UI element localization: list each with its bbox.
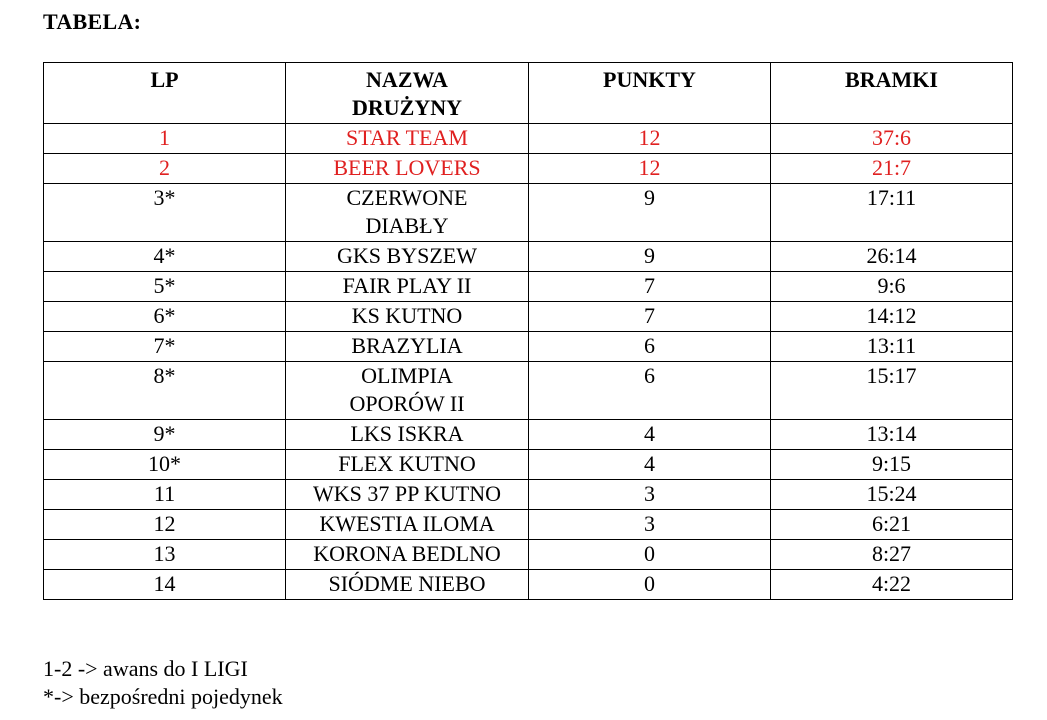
table-row <box>44 124 1013 154</box>
cell-team-name: FLEX KUTNO <box>286 450 529 480</box>
legend-note-head-to-head: *-> bezpośredni pojedynek <box>43 684 283 709</box>
cell-team-name: FAIR PLAY II <box>286 272 529 302</box>
cell-position: 3* <box>44 184 286 242</box>
cell-points: 0 <box>529 570 771 600</box>
cell-goals: 9:15 <box>771 450 1013 480</box>
cell-team-name: BRAZYLIA <box>286 332 529 362</box>
cell-team-name: SIÓDME NIEBO <box>286 570 529 600</box>
cell-goals: 9:6 <box>771 272 1013 302</box>
cell-team-name: CZERWONE DIABŁY <box>286 184 529 242</box>
cell-goals: 15:24 <box>771 480 1013 510</box>
table-row <box>44 450 1013 480</box>
cell-goals: 15:17 <box>771 362 1013 420</box>
cell-points: 7 <box>529 272 771 302</box>
cell-points: 6 <box>529 362 771 420</box>
table-row <box>44 184 1013 242</box>
table-row <box>44 540 1013 570</box>
table-row <box>44 332 1013 362</box>
cell-position: 8* <box>44 362 286 420</box>
cell-position: 10* <box>44 450 286 480</box>
page-heading: TABELA: <box>43 9 142 34</box>
column-header-team-name: NAZWA DRUŻYNY <box>286 63 529 124</box>
cell-team-name: BEER LOVERS <box>286 154 529 184</box>
table-row <box>44 272 1013 302</box>
table-row <box>44 480 1013 510</box>
cell-points: 9 <box>529 242 771 272</box>
cell-points: 9 <box>529 184 771 242</box>
cell-points: 0 <box>529 540 771 570</box>
table-row <box>44 420 1013 450</box>
cell-position: 13 <box>44 540 286 570</box>
table-row <box>44 510 1013 540</box>
cell-position: 1 <box>44 124 286 154</box>
table-row <box>44 302 1013 332</box>
cell-team-name: GKS BYSZEW <box>286 242 529 272</box>
cell-goals: 37:6 <box>771 124 1013 154</box>
cell-goals: 4:22 <box>771 570 1013 600</box>
legend-notes <box>43 655 283 711</box>
cell-points: 3 <box>529 480 771 510</box>
standings-table <box>43 62 1013 600</box>
cell-position: 7* <box>44 332 286 362</box>
cell-goals: 17:11 <box>771 184 1013 242</box>
cell-team-name: STAR TEAM <box>286 124 529 154</box>
cell-points: 4 <box>529 450 771 480</box>
cell-position: 9* <box>44 420 286 450</box>
cell-position: 5* <box>44 272 286 302</box>
cell-goals: 26:14 <box>771 242 1013 272</box>
table-row <box>44 570 1013 600</box>
cell-goals: 14:12 <box>771 302 1013 332</box>
cell-position: 14 <box>44 570 286 600</box>
cell-team-name: OLIMPIA OPORÓW II <box>286 362 529 420</box>
cell-team-name: LKS ISKRA <box>286 420 529 450</box>
table-row <box>44 362 1013 420</box>
cell-position: 4* <box>44 242 286 272</box>
column-header-goals: BRAMKI <box>771 63 1013 124</box>
column-header-lp: LP <box>44 63 286 124</box>
column-header-points: PUNKTY <box>529 63 771 124</box>
table-row <box>44 154 1013 184</box>
cell-position: 2 <box>44 154 286 184</box>
legend-note-promotion: 1-2 -> awans do I LIGI <box>43 656 248 681</box>
cell-points: 4 <box>529 420 771 450</box>
table-body <box>44 124 1013 600</box>
cell-goals: 13:14 <box>771 420 1013 450</box>
cell-points: 3 <box>529 510 771 540</box>
cell-goals: 13:11 <box>771 332 1013 362</box>
cell-position: 12 <box>44 510 286 540</box>
cell-points: 7 <box>529 302 771 332</box>
cell-team-name: KWESTIA ILOMA <box>286 510 529 540</box>
cell-points: 6 <box>529 332 771 362</box>
cell-team-name: WKS 37 PP KUTNO <box>286 480 529 510</box>
cell-points: 12 <box>529 124 771 154</box>
cell-position: 6* <box>44 302 286 332</box>
cell-goals: 8:27 <box>771 540 1013 570</box>
table-header-row <box>44 63 1013 124</box>
cell-goals: 21:7 <box>771 154 1013 184</box>
cell-points: 12 <box>529 154 771 184</box>
cell-position: 11 <box>44 480 286 510</box>
cell-team-name: KORONA BEDLNO <box>286 540 529 570</box>
cell-team-name: KS KUTNO <box>286 302 529 332</box>
table-row <box>44 242 1013 272</box>
cell-goals: 6:21 <box>771 510 1013 540</box>
